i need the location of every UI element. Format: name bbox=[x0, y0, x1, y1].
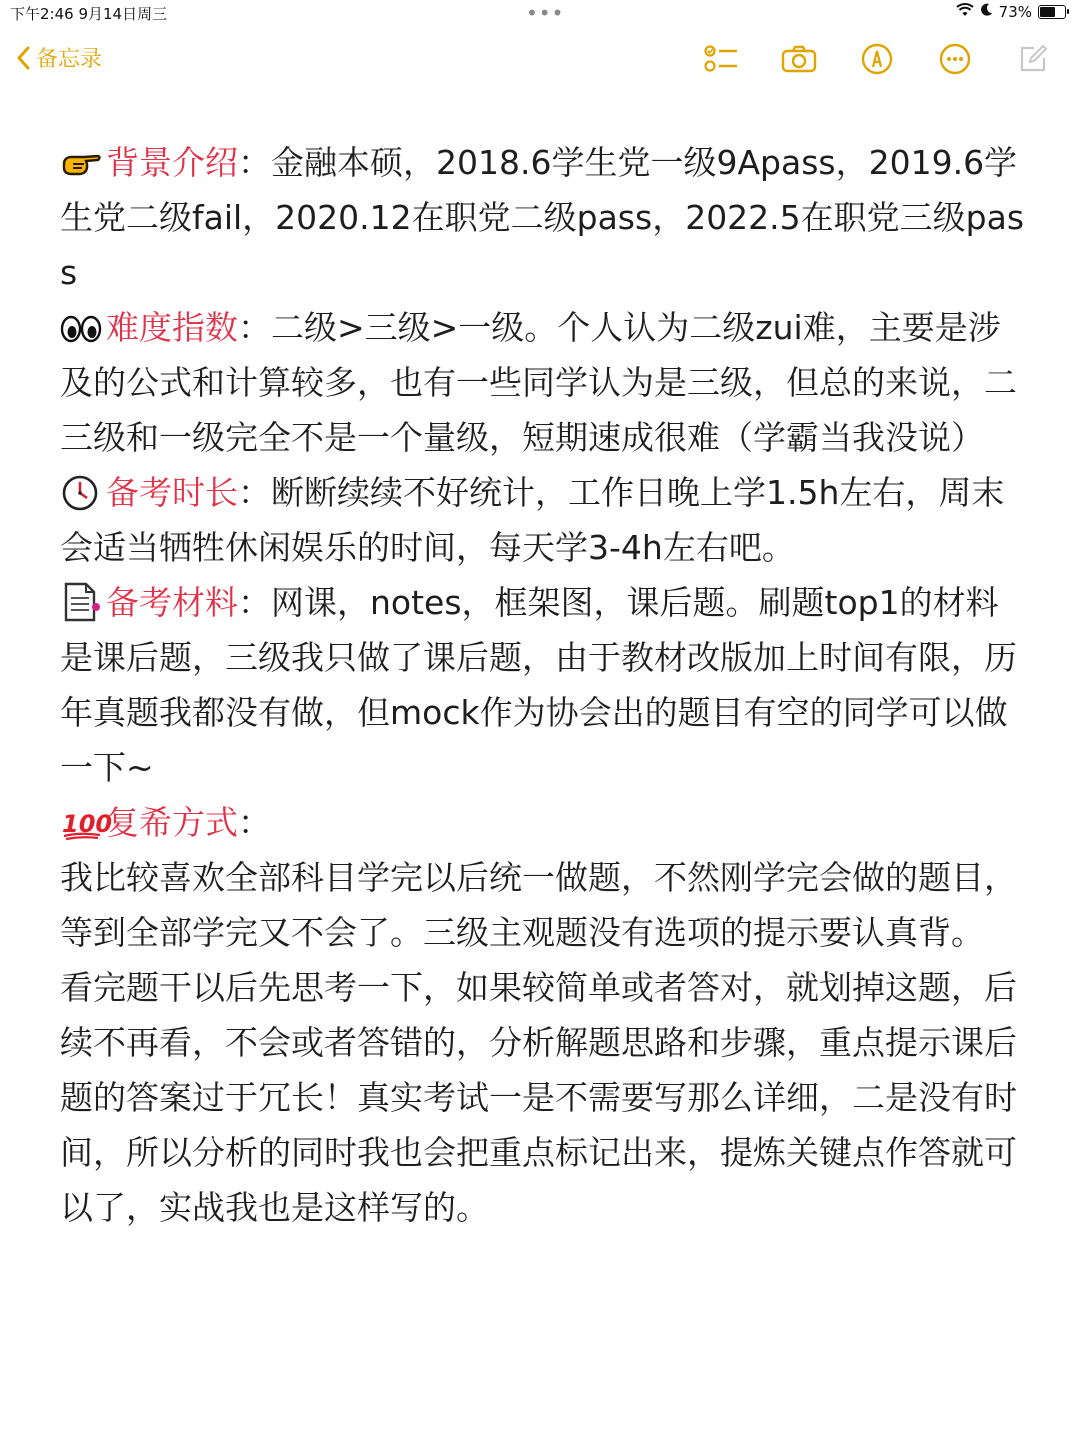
battery-icon bbox=[1038, 5, 1066, 19]
markup-pen-icon bbox=[861, 43, 893, 75]
section-text: 断断续续不好统计，工作日晚上学1.5h左右，周末会适当牺牲休闲娱乐的时间，每天学3-4h左右吧。 bbox=[60, 473, 1005, 567]
markup-button[interactable] bbox=[858, 40, 896, 78]
section-difficulty bbox=[60, 300, 1025, 465]
section-heading: 复希方式 bbox=[106, 803, 238, 842]
more-icon bbox=[939, 43, 971, 75]
compose-icon bbox=[1018, 44, 1048, 74]
paragraph-review-method: 看完题干以后先思考一下，如果较简单或者答对，就划掉这题，后续不再看，不会或者答错的，分析解题思路和步骤，重点提示课后题的答案过于冗长！真实考试一是不需要写那么详细，二是没有时间，所以分析的同时我也会把重点标记出来，提炼关键点作答就可以了，实战我也是这样写的。 bbox=[60, 968, 1017, 1227]
camera-icon bbox=[781, 45, 817, 73]
compose-button[interactable] bbox=[1014, 40, 1052, 78]
section-review bbox=[60, 795, 1025, 850]
checklist-icon bbox=[704, 44, 738, 74]
multitasking-dots[interactable]: ••• bbox=[526, 1, 565, 25]
back-button[interactable] bbox=[16, 42, 102, 73]
more-button[interactable] bbox=[936, 40, 974, 78]
pointing-hand-icon bbox=[60, 142, 102, 182]
document-icon bbox=[60, 582, 102, 622]
toolbar-actions bbox=[702, 40, 1052, 78]
section-text: 网课，notes，框架图，课后题。刷题top1的材料是课后题，三级我只做了课后题，由于教材改版加上时间有限，历年真题我都没有做，但mock作为协会出的题目有空的同学可以做一下~ bbox=[60, 583, 1017, 787]
chevron-left-icon bbox=[16, 46, 30, 70]
svg-text:100: 100 bbox=[62, 810, 113, 838]
eyes-icon bbox=[60, 307, 102, 347]
heading-colon: ： bbox=[238, 308, 271, 347]
battery-level-fill bbox=[1040, 7, 1055, 17]
heading-colon: ： bbox=[238, 583, 271, 622]
section-heading: 备考材料 bbox=[106, 583, 238, 622]
note-toolbar bbox=[0, 32, 1080, 88]
camera-button[interactable] bbox=[780, 40, 818, 78]
checklist-button[interactable] bbox=[702, 40, 740, 78]
section-text: 金融本硕，2018.6学生党一级9Apass，2019.6学生党二级fail，2020.12在职党二级pass，2022.5在职党三级pass bbox=[60, 143, 1025, 292]
heading-colon: ： bbox=[238, 473, 271, 512]
section-duration bbox=[60, 465, 1025, 575]
battery-percent: 73% bbox=[998, 3, 1032, 21]
status-time-date: 下午2:46 9月14日周三 bbox=[10, 5, 168, 23]
status-bar bbox=[0, 0, 1080, 28]
section-background bbox=[60, 135, 1025, 300]
heading-colon: ： bbox=[238, 143, 271, 182]
status-right-group bbox=[956, 3, 1066, 21]
back-button-label: 备忘录 bbox=[36, 47, 103, 72]
section-materials bbox=[60, 575, 1025, 795]
note-body[interactable] bbox=[60, 135, 1025, 1235]
clock-icon bbox=[60, 472, 102, 512]
moon-icon bbox=[980, 3, 993, 21]
wifi-icon bbox=[956, 3, 974, 21]
section-text: 二级>三级>一级。个人认为二级zui难，主要是涉及的公式和计算较多，也有一些同学认为是三级，但总的来说，二三级和一级完全不是一个量级，短期速成很难（学霸当我没说） bbox=[60, 308, 1017, 457]
section-heading: 备考时长 bbox=[106, 473, 238, 512]
paragraph-study-order: 我比较喜欢全部科目学完以后统一做题，不然刚学完会做的题目，等到全部学完又不会了。三级主观题没有选项的提示要认真背。 bbox=[60, 858, 1017, 952]
hundred-points-icon bbox=[60, 802, 113, 842]
heading-colon: ： bbox=[238, 803, 271, 842]
section-heading: 难度指数 bbox=[106, 308, 238, 347]
section-heading: 背景介绍 bbox=[106, 143, 238, 182]
